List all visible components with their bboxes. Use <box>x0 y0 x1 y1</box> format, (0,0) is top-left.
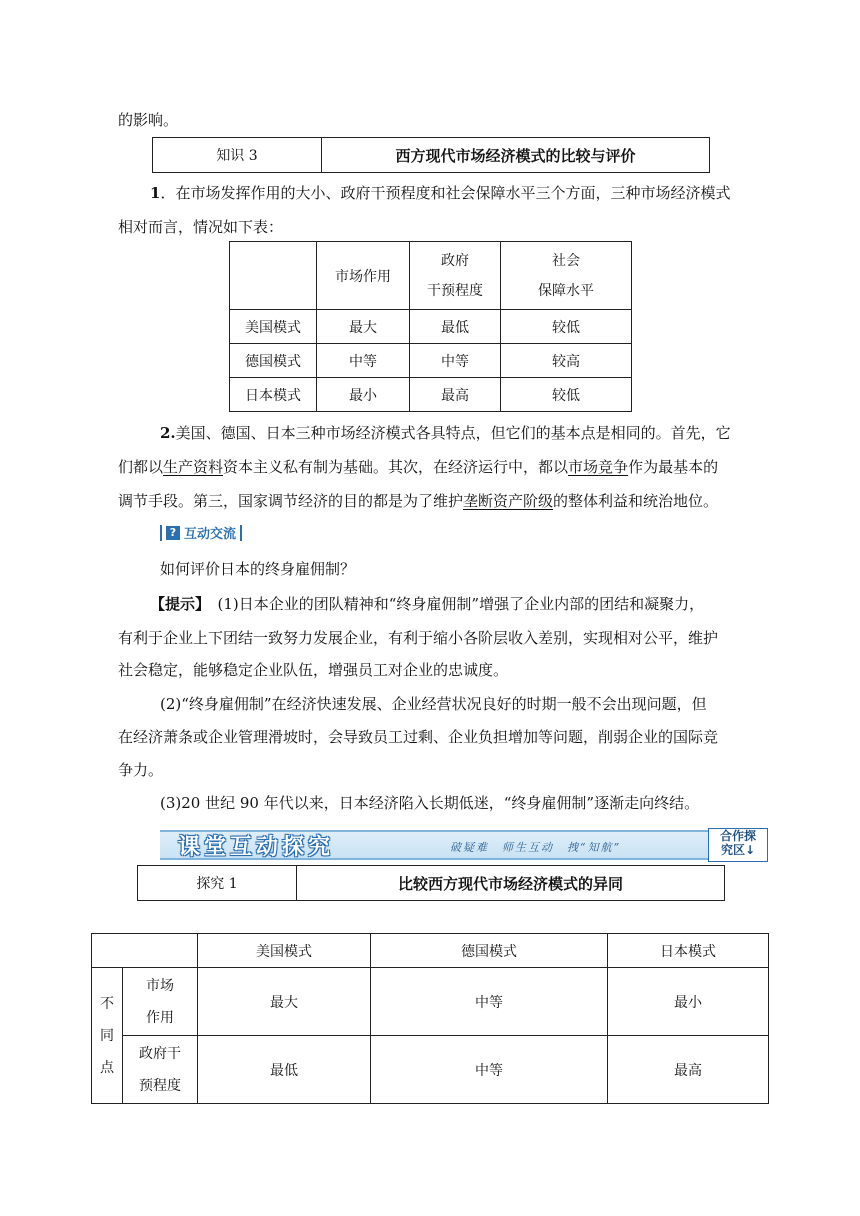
point1-line1: 1．在市场发挥作用的大小、政府干预程度和社会保障水平三个方面，三种市场经济模式 <box>150 184 731 202</box>
table-row <box>230 310 632 344</box>
cell-gov: 中等 <box>410 344 501 378</box>
hint-line6: 争力。 <box>118 761 164 779</box>
bar-icon <box>240 525 242 541</box>
bar-icon <box>160 525 162 541</box>
hint-line1: 【提示】 (1)日本企业的团队精神和“终身雇佣制”增强了企业内部的团结和凝聚力， <box>150 595 705 613</box>
table-row <box>230 344 632 378</box>
explore-title: 比较西方现代市场经济模式的异同 <box>397 874 623 893</box>
aspect-cell: 市场 作用 <box>123 968 198 1036</box>
point2-line2: 们都以生产资料资本主义私有制为基础。其次，在经济运行中，都以市场竞争作为最基本的 <box>118 458 719 476</box>
cell-gov: 最低 <box>410 310 501 344</box>
cooperative-zone-badge: 合作探 究区↓ <box>708 828 768 862</box>
table-header-row <box>92 934 769 968</box>
table-row <box>230 378 632 412</box>
continuation-text: 的影响。 <box>118 111 179 129</box>
table-header-row <box>230 242 632 310</box>
row-name: 日本模式 <box>230 378 317 412</box>
knowledge-title: 西方现代市场经济模式的比较与评价 <box>395 146 636 165</box>
question-text: 如何评价日本的终身雇佣制？ <box>160 560 356 578</box>
knowledge-header <box>152 137 710 173</box>
hint-line7: (3)20 世纪 90 年代以来，日本经济陷入长期低迷，“终身雇佣制”逐渐走向终结。 <box>160 794 700 812</box>
table-header-us: 美国模式 <box>198 934 371 968</box>
cell-social: 较高 <box>501 344 632 378</box>
cell-us: 最低 <box>198 1036 371 1104</box>
aspect-cell: 政府干 预程度 <box>123 1036 198 1104</box>
question-icon: ? <box>166 526 180 540</box>
comparison-table <box>229 241 632 412</box>
interaction-label: 互动交流 <box>184 527 237 542</box>
hint-line5: 在经济萧条或企业管理滑坡时，会导致员工过剩、企业负担增加等问题，削弱企业的国际竞 <box>118 728 719 746</box>
hint-line3: 社会稳定，能够稳定企业队伍，增强员工对企业的忠诚度。 <box>118 661 509 679</box>
row-name: 美国模式 <box>230 310 317 344</box>
underlined-term: 生产资料 <box>163 458 224 476</box>
row-name: 德国模式 <box>230 344 317 378</box>
section-banner <box>160 830 708 860</box>
hint-label: 【提示】 <box>150 595 203 613</box>
cell-market: 最大 <box>317 310 410 344</box>
table-header-de: 德国模式 <box>371 934 608 968</box>
cell-jp: 最小 <box>608 968 769 1036</box>
point1-number: 1 <box>150 184 161 202</box>
table-row <box>92 968 769 1036</box>
knowledge-label: 知识 3 <box>153 138 322 172</box>
cell-de: 中等 <box>371 968 608 1036</box>
group-label: 不 同 点 <box>92 968 123 1104</box>
explore-label: 探究 1 <box>138 866 297 900</box>
table-header-empty <box>92 934 198 968</box>
point2-number: 2. <box>160 424 176 442</box>
underlined-term: 垄断资产阶级 <box>463 492 554 510</box>
cell-market: 最小 <box>317 378 410 412</box>
hint-line2: 有利于企业上下团结一致努力发展企业，有利于缩小各阶层收入差别，实现相对公平，维护 <box>118 629 719 647</box>
cell-social: 较低 <box>501 378 632 412</box>
cell-social: 较低 <box>501 310 632 344</box>
underlined-term: 市场竞争 <box>568 458 629 476</box>
point2-line3: 调节手段。第三，国家调节经济的目的都是为了维护垄断资产阶级的整体利益和统治地位。 <box>118 492 719 510</box>
cell-us: 最大 <box>198 968 371 1036</box>
cell-jp: 最高 <box>608 1036 769 1104</box>
table-header-gov: 政府 干预程度 <box>410 242 501 310</box>
table-header-social: 社会 保障水平 <box>501 242 632 310</box>
table-header-market: 市场作用 <box>317 242 410 310</box>
cell-de: 中等 <box>371 1036 608 1104</box>
difference-table <box>91 933 769 1104</box>
point1-line2: 相对而言，情况如下表： <box>118 218 284 236</box>
hint-line4: (2)“终身雇佣制”在经济快速发展、企业经营状况良好的时期一般不会出现问题，但 <box>160 695 707 713</box>
cell-gov: 最高 <box>410 378 501 412</box>
cell-market: 中等 <box>317 344 410 378</box>
explore-header <box>137 865 725 901</box>
point2-line1: 2.美国、德国、日本三种市场经济模式各具特点，但它们的基本点是相同的。首先，它 <box>160 424 731 442</box>
banner-subtitle: 破疑难 师生互动 拽“知航” <box>450 841 622 854</box>
interaction-tag <box>160 523 242 542</box>
table-header-jp: 日本模式 <box>608 934 769 968</box>
table-row <box>92 1036 769 1104</box>
banner-title: 课堂互动探究 <box>178 834 335 860</box>
table-header-empty <box>230 242 317 310</box>
